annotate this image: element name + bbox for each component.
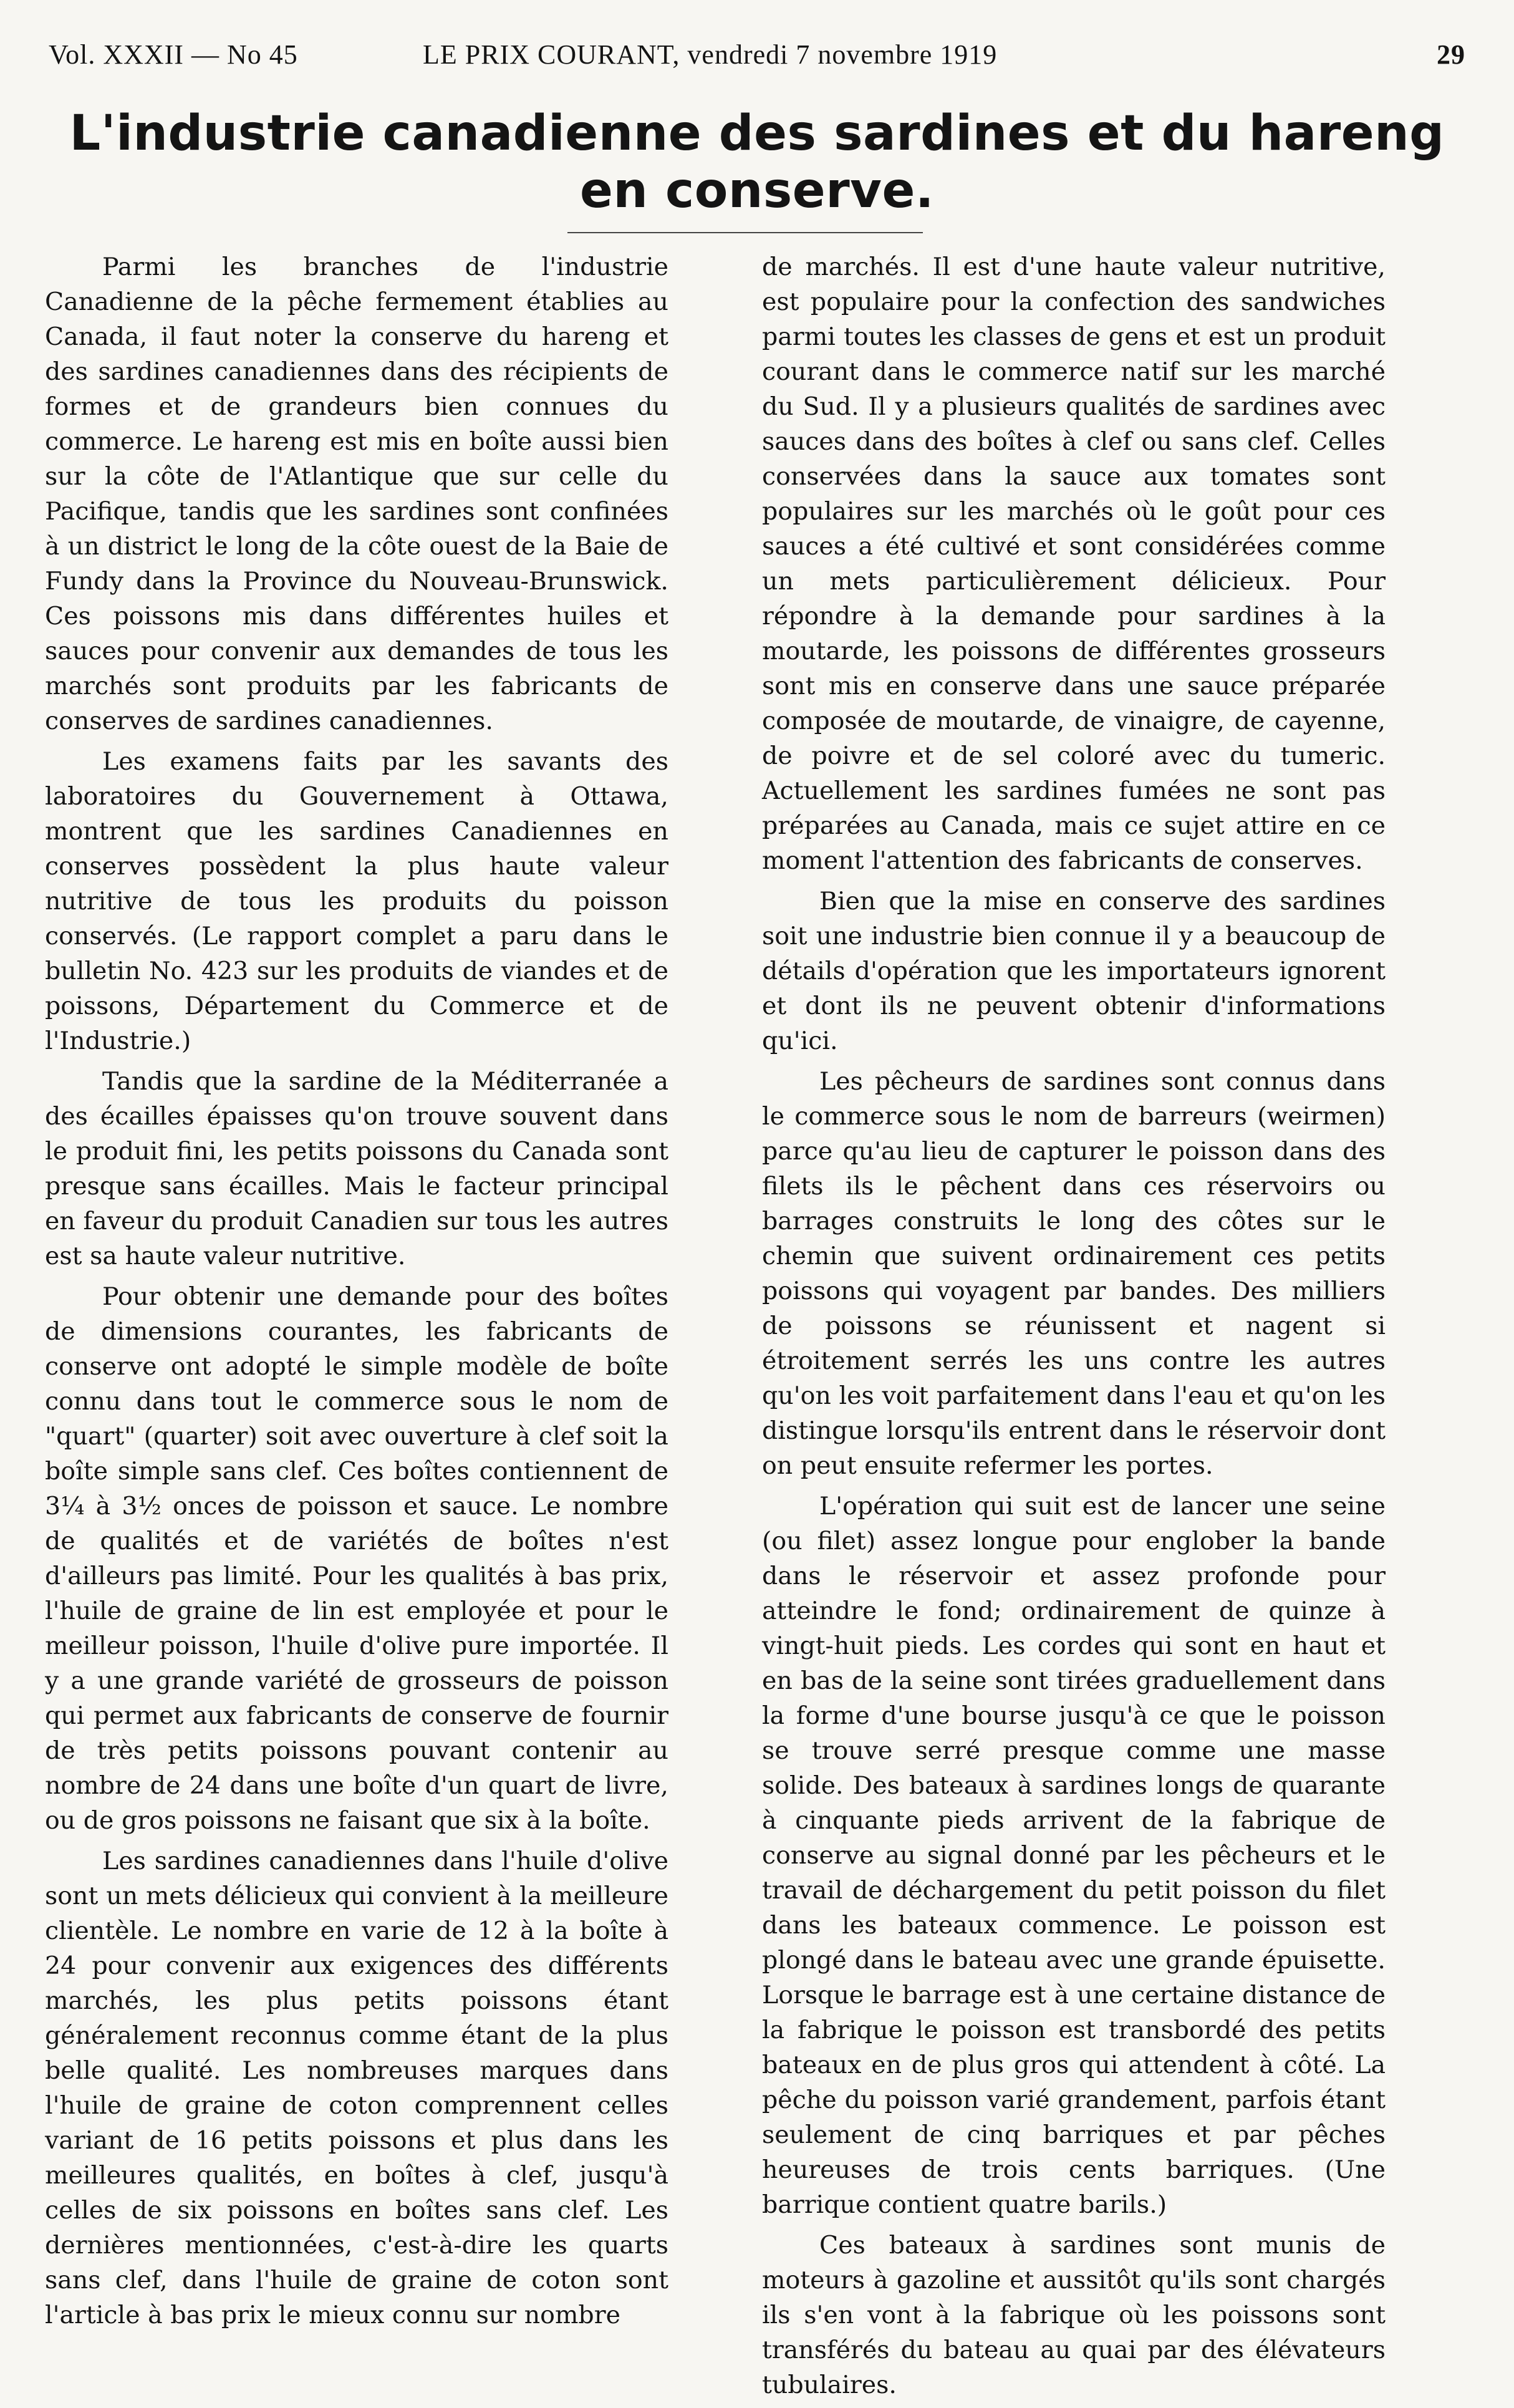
paragraph: Les sardines canadiennes dans l'huile d'olive sont un mets délicieux qui convient à la meilleure clientèle. Le nombre en varie de 12 à la boîte à 24 pour convenir aux exigences des différents marchés, les plus petits poissons étant généralement reconnus comme étant de la plus belle qualité. Les nombreuses marques dans l'huile de graine de coton comprennent celles variant de 16 petits poissons et plus dans les meilleures qualités, en boîtes à clef, jusqu'à celles de six poissons en boîtes sans clef. Les dernières mentionnées, c'est-à-dire les quarts sans clef, dans l'huile de graine de coton sont l'article à bas prix le mieux connu sur nombre: [45, 1847, 668, 2329]
paragraph: Bien que la mise en conserve des sardines soit une industrie bien connue il y a beaucoup de détails d'opération que les importateurs ignorent et dont ils ne peuvent obtenir d'informations qu'ici.: [762, 887, 1386, 1055]
volume-number: Vol. XXXII — No 45: [49, 39, 298, 70]
article-title: [0, 105, 1514, 220]
page-number: 29: [1437, 39, 1465, 70]
paragraph: Les pêcheurs de sardines sont connus dans le commerce sous le nom de barreurs (weirmen) parce qu'au lieu de capturer le poisson dans des filets ils le pêchent dans ces réservoirs ou barrages construits le long des côtes sur le chemin que suivent ordinairement ces petits poissons qui voyagent par bandes. Des milliers de poissons se réunissent et nagent si étroitement serrés les uns contre les autres qu'on les voit parfaitement dans l'eau et qu'on les distingue lorsqu'ils entrent dans le réservoir dont on peut ensuite refermer les portes.: [762, 1067, 1386, 1480]
paragraph: L'opération qui suit est de lancer une seine (ou filet) assez longue pour englober la bande dans le réservoir et assez profonde pour atteindre le fond; ordinairement de quinze à vingt-huit pieds. Les cordes qui sont en haut et en bas de la seine sont tirées graduellement dans la forme d'une bourse jusqu'à ce que le poisson se trouve serré presque comme une masse solide. Des bateaux à sardines longs de quarante à cinquante pieds arrivent de la fabrique de conserve au signal donné par les pêcheurs et le travail de déchargement du petit poisson du filet dans les bateaux commence. Le poisson est plongé dans le bateau avec une grande épuisette. Lorsque le barrage est à une certaine distance de la fabrique le poisson est transbordé des petits bateaux en de plus gros qui attendent à côté. La pêche du poisson varié grandement, parfois étant seulement de cinq barriques et par pêches heureuses de trois cents barriques. (Une barrique contient quatre barils.): [762, 1492, 1386, 2219]
paragraph-continuation: de marchés. Il est d'une haute valeur nutritive, est populaire pour la confection des sandwiches parmi toutes les classes de gens et est un produit courant dans le commerce natif sur les marché du Sud. Il y a plusieurs qualités de sardines avec sauces dans des boîtes à clef ou sans clef. Celles conservées dans la sauce aux tomates sont populaires sur les marchés où le goût pour ces sauces a été cultivé et sont considérées comme un mets particulièrement délicieux. Pour répondre à la demande pour sardines à la moutarde, les poissons de différentes grosseurs sont mis en conserve dans une sauce préparée composée de moutarde, de vinaigre, de cayenne, de poivre et de sel coloré avec du tumeric. Actuellement les sardines fumées ne sont pas préparées au Canada, mais ce sujet attire en ce moment l'attention des fabricants de conserves.: [762, 253, 1386, 875]
paragraph: Pour obtenir une demande pour des boîtes de dimensions courantes, les fabricants de conserve ont adopté le simple modèle de boîte connu dans tout le commerce sous le nom de "quart" (quarter) soit avec ouverture à clef soit la boîte simple sans clef. Ces boîtes contiennent de 3¼ à 3½ onces de poisson et sauce. Le nombre de qualités et de variétés de boîtes n'est d'ailleurs pas limité. Pour les qualités à bas prix, l'huile de graine de lin est employée et pour le meilleur poisson, l'huile d'olive pure importée. Il y a une grande variété de grosseurs de poisson qui permet aux fabricants de conserve de fournir de très petits poissons pouvant contenir au nombre de 24 dans une boîte d'un quart de livre, ou de gros poissons ne faisant que six à la boîte.: [45, 1282, 668, 1835]
running-head: [49, 39, 1465, 76]
paragraph: Les examens faits par les savants des laboratoires du Gouvernement à Ottawa, montrent que les sardines Canadiennes en conserves possèdent la plus haute valeur nutritive de tous les produits du poisson conservés. (Le rapport complet a paru dans le bulletin No. 423 sur les produits de viandes et de poissons, Département du Commerce et de l'Industrie.): [45, 747, 668, 1055]
article-title-line-2: en conserve.: [579, 163, 935, 219]
paragraph: Tandis que la sardine de la Méditerranée a des écailles épaisses qu'on trouve souvent dans le produit fini, les petits poissons du Canada sont presque sans écailles. Mais le facteur principal en faveur du produit Canadien sur tous les autres est sa haute valeur nutritive.: [45, 1067, 668, 1270]
paragraph: Parmi les branches de l'industrie Canadienne de la pêche fermement établies au Canada, il faut noter la conserve du hareng et des sardines canadiennes dans des récipients de formes et de grandeurs bien connues du commerce. Le hareng est mis en boîte aussi bien sur la côte de l'Atlantique que sur celle du Pacifique, tandis que les sardines sont confinées à un district le long de la côte ouest de la Baie de Fundy dans la Province du Nouveau-Brunswick. Ces poissons mis dans différentes huiles et sauces pour convenir aux demandes de tous les marchés sont produits par les fabricants de conserves de sardines canadiennes.: [45, 253, 668, 735]
paragraph: Ces bateaux à sardines sont munis de moteurs à gazoline et aussitôt qu'ils sont chargés ils s'en vont à la fabrique où les poissons sont transférés du bateau au quai par des élévateurs tubulaires.: [762, 2231, 1386, 2399]
publication-date: LE PRIX COURANT, vendredi 7 novembre 1919: [423, 39, 998, 70]
left-column: [45, 249, 668, 2338]
right-column: [762, 249, 1386, 2408]
article-title-line-1: L'industrie canadienne des sardines et du hareng: [69, 105, 1445, 162]
title-divider: [567, 232, 923, 233]
